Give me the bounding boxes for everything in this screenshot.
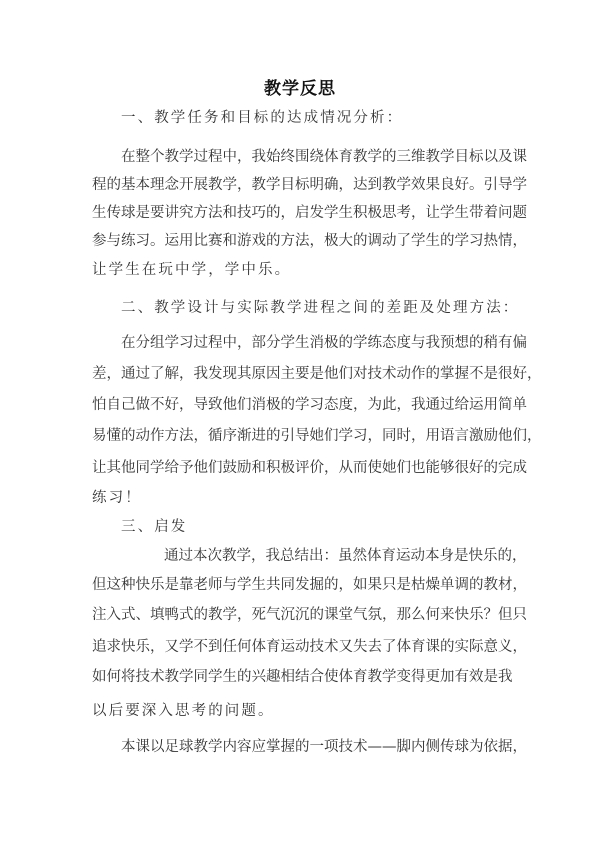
paragraph-line: 追求快乐，又学不到任何体育运动技术又失去了体育课的实际意义， bbox=[92, 639, 527, 655]
paragraph-line: 在整个教学过程中，我始终围绕体育教学的三维教学目标以及课 bbox=[121, 149, 527, 165]
paragraph-line: 怕自己做不好，导致他们消极的学习态度，为此，我通过给运用简单 bbox=[92, 397, 527, 413]
paragraph-line: 注入式、填鸭式的教学，死气沉沉的课堂气氛，那么何来快乐？但只 bbox=[92, 607, 527, 623]
paragraph-line: 通过本次教学，我总结出：虽然体育运动本身是快乐的， bbox=[164, 548, 527, 564]
paragraph-line: 参与练习。运用比赛和游戏的方法，极大的调动了学生的学习热情， bbox=[92, 233, 527, 249]
paragraph-line: 以后要深入思考的问题。 bbox=[92, 703, 275, 719]
paragraph-line: 但这种快乐是靠老师与学生共同发掘的，如果只是枯燥单调的教材， bbox=[92, 577, 527, 593]
paragraph-line: 如何将技术教学同学生的兴趣相结合使体育教学变得更加有效是我 bbox=[92, 669, 513, 685]
paragraph-line: 练习！ bbox=[92, 490, 142, 506]
paragraph-line: 让其他同学给予他们鼓励和积极评价，从而使她们也能够很好的完成 bbox=[92, 460, 527, 476]
paragraph-line: 让学生在玩中学，学中乐。 bbox=[92, 262, 292, 278]
paragraph-line: 生传球是要讲究方法和技巧的，启发学生积极思考，让学生带着问题 bbox=[92, 205, 527, 221]
paragraph-line: 差，通过了解，我发现其原因主要是他们对技术动作的掌握不是很好， bbox=[92, 366, 542, 382]
section-1-heading: 一、教学任务和目标的达成情况分析： bbox=[121, 110, 404, 126]
document-title: 教学反思 bbox=[264, 79, 336, 99]
paragraph-line: 程的基本理念开展教学，教学目标明确，达到教学效果良好。引导学 bbox=[92, 177, 527, 193]
paragraph-line: 本课以足球教学内容应掌握的一项技术——脚内侧传球为依据， bbox=[121, 739, 527, 755]
section-2-heading: 二、教学设计与实际教学进程之间的差距及处理方法： bbox=[121, 300, 520, 316]
section-3-heading: 三、启发 bbox=[121, 519, 188, 535]
paragraph-line: 在分组学习过程中，部分学生消极的学练态度与我预想的稍有偏 bbox=[121, 335, 527, 351]
paragraph-line: 易懂的动作方法，循序渐进的引导她们学习，同时，用语言激励他们， bbox=[92, 428, 542, 444]
